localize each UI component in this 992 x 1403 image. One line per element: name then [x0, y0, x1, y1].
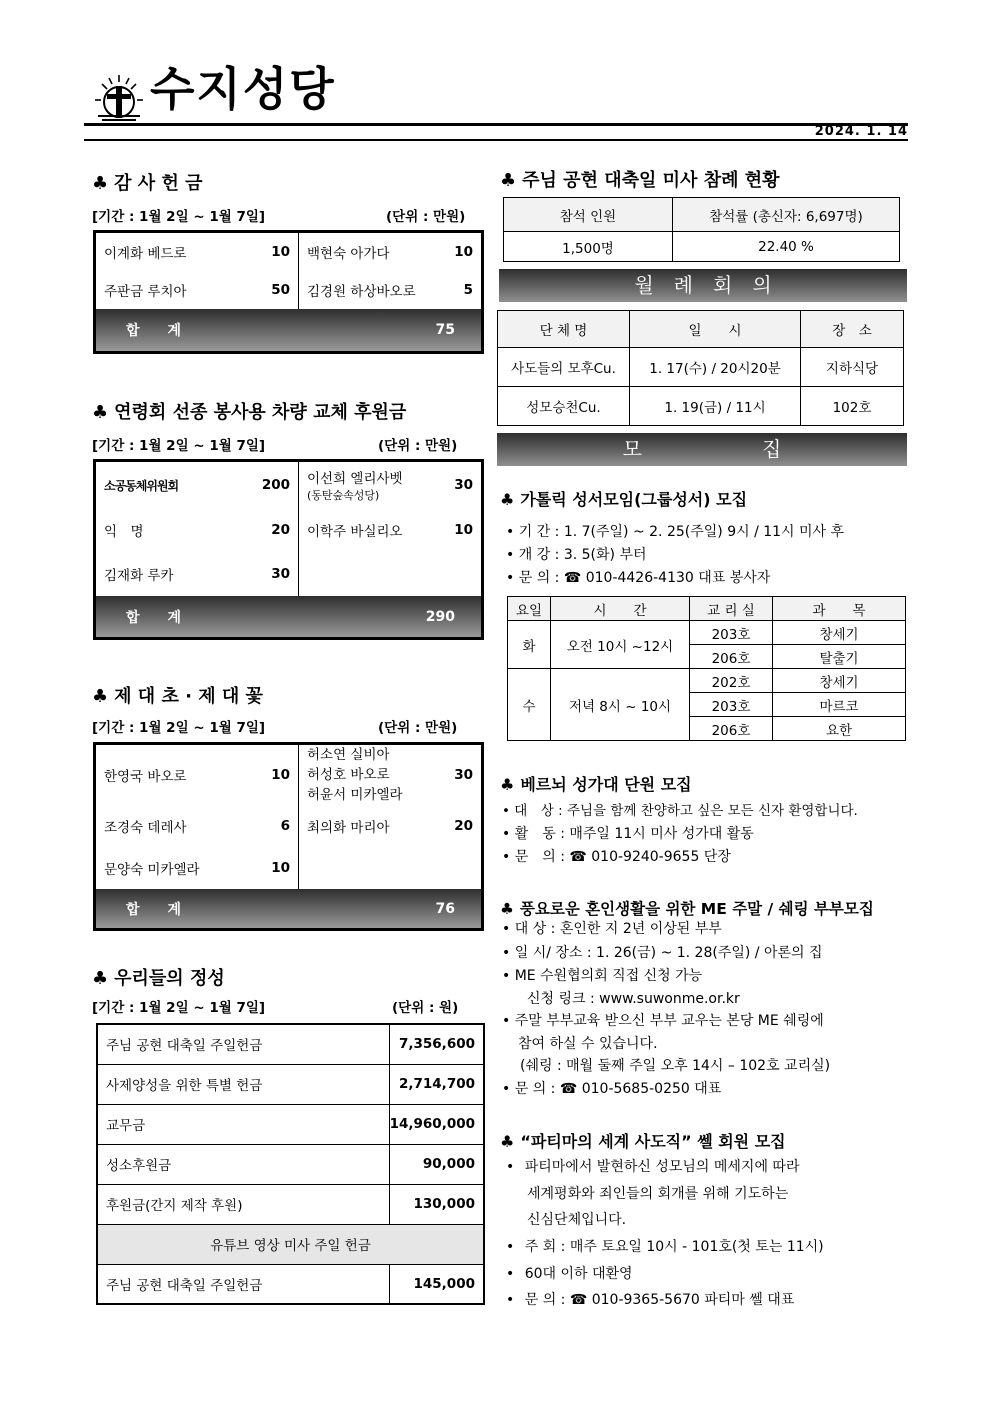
- offering-value: 14,960,000: [389, 1104, 484, 1144]
- attendance-table: [503, 197, 900, 262]
- donor-name: 조경숙 데레사: [104, 820, 187, 836]
- donor-names: [299, 745, 426, 805]
- vehicle-fund-title: ♣ 연령회 선종 봉사용 차량 교체 후원금: [92, 402, 407, 423]
- table-row: [96, 847, 481, 889]
- donor-name: 익 명: [104, 524, 144, 540]
- donor-name: 허소연 실비아: [307, 747, 390, 763]
- me-target: • 대 상 : 혼인한 지 2년 이상된 부부: [502, 921, 722, 937]
- donor-amount: 6: [242, 805, 299, 847]
- donor-amount: 30: [454, 767, 473, 783]
- recruit-banner: 모 집: [497, 433, 907, 466]
- schedule-time: 저녁 8시 ~ 10시: [551, 669, 690, 741]
- donor-amount: 10: [242, 745, 299, 805]
- choir-title: ♣ 베르뇌 성가대 단원 모집: [500, 775, 692, 794]
- fatima-meeting: • 주 회 : 매주 토요일 10시 - 101호(첫 토는 11시): [506, 1239, 824, 1255]
- donor-amount: 30: [242, 552, 299, 596]
- table-row: [508, 621, 906, 645]
- offering-label: 성소후원금: [97, 1144, 389, 1184]
- donor-amount: 10: [454, 522, 473, 538]
- donor-amount: 10: [242, 847, 299, 889]
- donor-name: 문양숙 미카엘라: [104, 862, 200, 878]
- table-row: [96, 552, 481, 596]
- meeting-place-header: 장 소: [801, 311, 904, 348]
- donor-amount: 10: [454, 244, 473, 260]
- meeting-place: 지하식당: [801, 348, 904, 387]
- table-row: [97, 1024, 484, 1064]
- attendance-count: 1,500명: [504, 232, 673, 262]
- me-sharing-schedule: (쉐링 : 매월 둘째 주일 오후 14시 – 102호 교리실): [520, 1058, 831, 1074]
- club-icon: ♣: [500, 1132, 515, 1151]
- me-title: ♣ 풍요로운 혼인생활을 위한 ME 주말 / 쉐링 부부모집: [500, 900, 874, 918]
- offering-label: 주님 공현 대축일 주일헌금: [97, 1024, 389, 1064]
- meeting-time: 1. 17(수) / 20시20분: [630, 348, 801, 387]
- thanks-offering-period: [기간 : 1월 2일 ~ 1월 7일]: [92, 209, 266, 225]
- donor-name: 소공동체위원회: [104, 478, 179, 493]
- donor-name-text: 이선희 엘리사벳: [307, 471, 403, 487]
- meeting-time-header: 일 시: [630, 311, 801, 348]
- table-row: [97, 1104, 484, 1144]
- schedule-day: 수: [508, 669, 551, 741]
- donor-amount: 50: [242, 271, 299, 309]
- table-row: [96, 462, 481, 508]
- attendance-rate: 22.40 %: [673, 232, 900, 262]
- me-contact: • 문 의 : ☎ 010-5685-0250 대표: [502, 1081, 722, 1097]
- schedule-room: 203호: [690, 693, 773, 717]
- donor-amount: 10: [242, 233, 299, 271]
- club-icon: ♣: [500, 490, 515, 509]
- table-row: [508, 669, 906, 693]
- candles-flowers-box: [93, 742, 484, 931]
- schedule-subject-header: 과 목: [773, 597, 906, 621]
- meeting-org: 성모승천Cu.: [498, 387, 630, 426]
- donor-amount: 5: [463, 282, 473, 298]
- club-icon: ♣: [92, 968, 109, 989]
- table-row: [97, 1144, 484, 1184]
- vehicle-fund-box: [93, 459, 484, 640]
- donor-name: 김경원 하상바오로: [307, 284, 416, 300]
- bible-study-contact: • 문 의 : ☎ 010-4426-4130 대표 봉사자: [506, 570, 771, 586]
- total-label: 합 계: [126, 323, 182, 339]
- offerings-table: [96, 1023, 485, 1305]
- bible-study-period: • 기 간 : 1. 7(주일) ~ 2. 25(주일) 9시 / 11시 미사 후: [506, 524, 845, 540]
- table-row: [96, 745, 481, 805]
- thanks-offering-unit: (단위 : 만원): [386, 209, 466, 225]
- meeting-org: 사도들의 모후Cu.: [498, 348, 630, 387]
- schedule-subject: 마르코: [773, 693, 906, 717]
- donor-amount: [418, 552, 481, 596]
- offering-value: 2,714,700: [389, 1064, 484, 1104]
- schedule-room: 202호: [690, 669, 773, 693]
- table-row: [96, 271, 481, 309]
- donor-amount: 30: [454, 477, 473, 493]
- schedule-room: 206호: [690, 645, 773, 669]
- offerings-title: ♣ 우리들의 정성: [92, 968, 225, 989]
- donor-name: 허성호 바오로: [307, 767, 390, 783]
- club-icon: ♣: [92, 173, 109, 194]
- offering-label: 교무금: [97, 1104, 389, 1144]
- me-apply: • ME 수원협의회 직접 신청 가능: [502, 968, 703, 984]
- donor-amount: 20: [454, 818, 473, 834]
- schedule-time-header: 시 간: [551, 597, 690, 621]
- schedule-subject: 탈출기: [773, 645, 906, 669]
- total-amount: 75: [435, 322, 455, 338]
- donor-name: 백현숙 아가다: [307, 246, 390, 262]
- youtube-header-row: [97, 1224, 484, 1264]
- club-icon: ♣: [92, 402, 109, 423]
- attendance-title: ♣ 주님 공현 대축일 미사 참례 현황: [500, 170, 780, 191]
- fatima-age: • 60대 이하 대환영: [506, 1266, 633, 1282]
- club-icon: ♣: [500, 900, 514, 918]
- offering-value: 145,000: [389, 1264, 484, 1304]
- total-row: [96, 596, 481, 637]
- meeting-time: 1. 19(금) / 11시: [630, 387, 801, 426]
- page-title: 수지성당: [150, 62, 336, 116]
- club-icon: ♣: [500, 170, 517, 191]
- fatima-desc-cont: 세계평화와 죄인들의 회개를 위해 기도하는: [527, 1186, 789, 1202]
- donor-name: 한영국 바오로: [104, 769, 187, 785]
- schedule-room-header: 교 리 실: [690, 597, 773, 621]
- bible-study-start: • 개 강 : 3. 5(화) 부터: [506, 547, 647, 563]
- choir-activity: • 활 동 : 매주일 11시 미사 성가대 활동: [502, 826, 754, 842]
- donor-amount: 200: [242, 462, 299, 508]
- meeting-place: 102호: [801, 387, 904, 426]
- donor-parish: (동탄숲속성당): [307, 489, 380, 502]
- schedule-day: 화: [508, 621, 551, 669]
- donor-name: 허윤서 미카엘라: [307, 787, 403, 803]
- thanks-offering-box: [93, 230, 484, 354]
- vehicle-fund-period: [기간 : 1월 2일 ~ 1월 7일]: [92, 438, 266, 454]
- offering-label: 주님 공현 대축일 주일헌금: [97, 1264, 389, 1304]
- total-row: [96, 309, 481, 351]
- attendance-count-header: 참석 인원: [504, 198, 673, 232]
- offerings-unit: (단위 : 원): [392, 1000, 459, 1016]
- schedule-subject: 창세기: [773, 621, 906, 645]
- fatima-desc-end: 신심단체입니다.: [527, 1212, 627, 1228]
- offering-label: 사제양성을 위한 특별 헌금: [97, 1064, 389, 1104]
- candles-flowers-period: [기간 : 1월 2일 ~ 1월 7일]: [92, 720, 266, 736]
- fatima-contact: • 문 의 : ☎ 010-9365-5670 파티마 쎌 대표: [506, 1292, 795, 1308]
- me-sharing-cont: 참여 하실 수 있습니다.: [518, 1036, 658, 1052]
- table-row: [504, 232, 900, 262]
- donor-name: 이계화 베드로: [104, 246, 187, 262]
- bible-study-title: ♣ 가톨릭 성서모임(그룹성서) 모집: [500, 490, 748, 509]
- donor-name: 최의화 마리아: [307, 820, 390, 836]
- schedule-subject: 요한: [773, 717, 906, 741]
- table-row: [498, 311, 904, 348]
- donor-name: 김재화 루카: [104, 568, 174, 584]
- header-divider: [84, 123, 908, 126]
- choir-contact: • 문 의 : ☎ 010-9240-9655 단장: [502, 849, 731, 865]
- youtube-header: 유튜브 영상 미사 주일 헌금: [97, 1224, 484, 1264]
- donor-name: [299, 462, 418, 508]
- table-row: [97, 1184, 484, 1224]
- attendance-rate-header: 참석률 (총신자: 6,697명): [673, 198, 900, 232]
- donor-name: [299, 847, 426, 889]
- table-row: [97, 1264, 484, 1304]
- me-sharing: • 주말 부부교육 받으신 부부 교우는 본당 ME 쉐링에: [502, 1013, 824, 1029]
- club-icon: ♣: [92, 686, 109, 707]
- donor-name: 주판금 루치아: [104, 284, 187, 300]
- meeting-org-header: 단 체 명: [498, 311, 630, 348]
- total-label: 합 계: [126, 609, 182, 626]
- header-divider-bottom: [84, 139, 908, 141]
- schedule-time: 오전 10시 ~12시: [551, 621, 690, 669]
- offering-value: 130,000: [389, 1184, 484, 1224]
- table-row: [498, 387, 904, 426]
- donor-amount: 20: [242, 508, 299, 552]
- table-row: [504, 198, 900, 232]
- me-apply-link: 신청 링크 : www.suwonme.or.kr: [527, 991, 740, 1007]
- offering-value: 90,000: [389, 1144, 484, 1184]
- fatima-title: ♣ “파티마의 세계 사도직” 쎌 회원 모집: [500, 1132, 786, 1151]
- schedule-room: 206호: [690, 717, 773, 741]
- total-amount: 76: [435, 900, 455, 917]
- vehicle-fund-unit: (단위 : 만원): [378, 438, 458, 454]
- donor-amount: [425, 847, 481, 889]
- table-row: [97, 1064, 484, 1104]
- offerings-period: [기간 : 1월 2일 ~ 1월 7일]: [92, 1000, 266, 1016]
- table-row: [508, 597, 906, 621]
- table-row: [96, 805, 481, 847]
- schedule-room: 203호: [690, 621, 773, 645]
- total-row: [96, 889, 481, 928]
- thanks-offering-title: ♣ 감 사 헌 금: [92, 173, 203, 194]
- bible-schedule-table: [507, 596, 906, 741]
- choir-target: • 대 상 : 주님을 함께 찬양하고 싶은 모든 신자 환영합니다.: [502, 803, 858, 819]
- meetings-table: [497, 310, 904, 426]
- church-logo-icon: [92, 72, 146, 126]
- offering-label: 후원금(간지 제작 후원): [97, 1184, 389, 1224]
- schedule-day-header: 요일: [508, 597, 551, 621]
- candles-flowers-unit: (단위 : 만원): [378, 720, 458, 736]
- table-row: [498, 348, 904, 387]
- meetings-banner: 월 례 회 의: [499, 269, 907, 302]
- table-row: [96, 508, 481, 552]
- offering-value: 7,356,600: [389, 1024, 484, 1064]
- me-schedule: • 일 시/ 장소 : 1. 26(금) ~ 1. 28(주일) / 아론의 집: [502, 945, 823, 961]
- club-icon: ♣: [500, 775, 515, 794]
- total-label: 합 계: [126, 901, 182, 918]
- fatima-desc: • 파티마에서 발현하신 성모님의 메세지에 따라: [506, 1159, 800, 1175]
- candles-flowers-title: ♣ 제 대 초 · 제 대 꽃: [92, 686, 263, 707]
- donor-name: [299, 552, 418, 596]
- donor-name: 이학주 바실리오: [307, 524, 403, 540]
- schedule-subject: 창세기: [773, 669, 906, 693]
- table-row: [96, 233, 481, 271]
- total-amount: 290: [425, 608, 455, 625]
- issue-date: 2024. 1. 14: [814, 124, 908, 139]
